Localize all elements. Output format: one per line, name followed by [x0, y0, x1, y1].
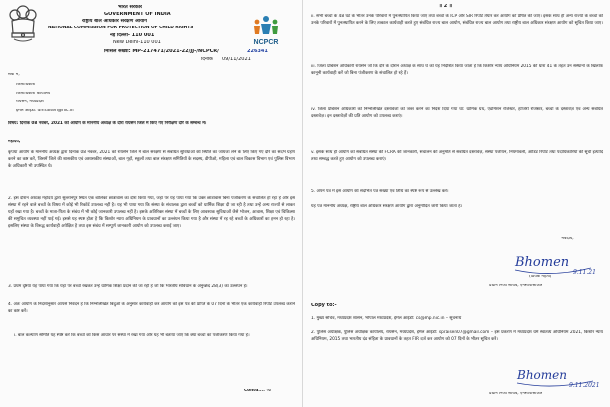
paragraph-3: 3. प्रथम दृष्टया यह पाया गया कि यहाँ पर बच्चों रखकर उन्हें धार्मिक शिक्षा प्रदान की जा रही है जो कि भारतीय संविधान के अनुच्छेद 28(3) का उल्लंघन है।: [8, 284, 248, 289]
signatory-title: प्रधान निजी सचिव, एनसीपीसीआर: [489, 284, 543, 288]
subject-line: विषय: दिनांक 08 नवंबर, 2021 को आयोग के माननीय अध्यक्ष के दौरा रायसेन जिले में किए गए निरीक्षण दौरे के सम्बन्ध में।: [8, 121, 207, 126]
signature-2-text: Bhomen: [517, 368, 567, 382]
signature-1-date: 9.11.21: [573, 269, 596, 276]
header-hindi-city: नई दिल्ली- 110 001: [110, 33, 155, 38]
addressee-email: ईमेल आईडी: dmraisen@nic.in: [16, 109, 74, 113]
signature-2: [513, 364, 601, 390]
header-english-city: New Delhi-110 001: [113, 40, 161, 45]
addressee-line-1: जिलाधिकारी: [16, 83, 36, 87]
header-hindi-govt: भारत सरकार: [118, 5, 143, 10]
paragraph-4: 4. अतः आयोग के निर्देशानुसार आपसे निवेदन है कि निम्नलिखित बिंदुओं के अनुसार कार्यवाही कर आयोग को इस पत्र की प्राप्ति के 07 दिनों के भीतर एक कार्यवाही रिपोर्ट उपलब्ध कराने का कष्ट करें।: [8, 302, 295, 314]
national-emblem: [6, 3, 40, 43]
list-item-i: i. बाल कल्याण समिति यह स्पष्ट करें कि बच्चों को किस आधार पर संस्था में रखा गया और यह भी बताया जाए कि क्या बच्चों का पंजीकरण किया गया है।: [14, 333, 250, 338]
logo-text: NCPCR: [253, 39, 279, 46]
signature-1: [511, 248, 599, 278]
ncpcr-logo: [239, 10, 293, 48]
addressee-line-2: जिलाधिकारी कार्यालय: [16, 92, 51, 96]
signatory-title-2: प्रधान निजी सचिव, एनसीपीसीआर: [489, 392, 543, 396]
yours-faithfully: भवदीय,: [561, 237, 574, 241]
salutation: महोदय,: [8, 140, 21, 144]
date-label: दिनांक: [201, 57, 213, 62]
signature-1-text: Bhomen: [515, 255, 570, 270]
letter-page-1: [0, 0, 303, 407]
list-item-iii: iii. जिला प्रोबेशन अधिकारी रायसेन जो कि दौरे के दौरान अध्यक्ष के साथ थे को यह निर्देशित किया जाता है कि किशोर न्याय अधिनियम 2015 की धारा 41 के तहत उन संस्थानों के खिलाफ कानूनी कार्यवाही करें जो बिना पंजीकरण के संचालित हो रहे हैं।: [311, 64, 603, 76]
letter-page-2: [303, 0, 610, 407]
header-english-commission: NATIONAL COMMISSION FOR PROTECTION OF CHILD RIGHTS: [48, 26, 194, 30]
signatory-name: (प्रियंक मेहता): [529, 275, 552, 279]
paragraph-1: कृपया आयोग के माननीय अध्यक्ष द्वारा दिनांक 08 नवंबर, 2021 को रायसेन जिले में बाल संरक्षण से संबंधित सुविधाओं की स्थिति का जायजा लेने के लिए किए गए दौरे का संदर्भ ग्रहण करने का कष्ट करें, जिसमें जिले की शासकीय एवं अशासकीय संस्थाओं, बाल गृहों, स्कूलों तथा बाल संरक्षण समितियों के सदस्य, डीपीओ, महिला एवं बाल विकास विभाग एवं पुलिस विभाग के अधिकारी भी उपस्थित थे।: [8, 150, 295, 169]
to-label: सेवा में,: [8, 73, 20, 77]
page-number: ॥ 2 ॥: [439, 4, 452, 9]
paragraph-5: 5. अपने पत्र में इस आयोग की संदर्भित पत्र संख्या एवं तिथि का स्पष्ट रूप से उल्लेख करें।: [311, 189, 449, 194]
list-item-ii: ii. सभी बच्चों के 48 घंटे के भीतर उनके परिवारों में पुनःस्थापित किया जाए तथा बच्चों के ICP और SIR रिपोर्ट तैयार कर आयोग को प्रेषित की जाए। इसके साथ ही अन्य राज्यों के बच्चों को उनके परिवारों में पुनःस्थापित करने के लिए तत्काल कार्यवाही करते हुए संबंधित राज्य बाल आयोग, संबंधित राज्य बाल आयोग तथा राष्ट्रीय बाल अधिकार संरक्षण आयोग को सूचित किया जाए।: [311, 14, 603, 26]
paragraph-2: 2. इस दौरान अध्यक्ष महोदय द्वारा सुल्तानपुर स्थित एक बालिका छात्रावास का दौरा किया गया, जहाँ पर यह पाया गया कि उक्त छात्रावास बिना पंजीकरण के संचालित हो रहा है और इस संस्था में रहने वाले बच्चों के विषय में कोई भी रिकॉर्ड उपलब्ध नहीं है। यह भी पाया गया कि संस्था के संचालक द्वारा बच्चों को धार्मिक शिक्षा दी जा रही है तथा उन्हें अन्य राज्यों से लाकर यहाँ रखा गया है। बच्चों के माता-पिता के संबंध में भी कोई जानकारी उपलब्ध नहीं है। इसके अतिरिक्त संस्था में बच्चों के लिए आवश्यक सुविधाओं जैसे भोजन, आवास, शिक्षा एवं चिकित्सा की समुचित व्यवस्था नहीं पाई गई। इससे यह स्पष्ट होता है कि किशोर न्याय अधिनियम के प्रावधानों का उल्लंघन किया गया है और संस्था में रह रहे बच्चों के अधिकारों का हनन हो रहा है। इसलिए संस्था के विरुद्ध कार्यवाही अपेक्षित है तथा इस संबंध में सम्पूर्ण जानकारी आयोग को उपलब्ध कराई जाए।: [8, 196, 295, 229]
list-item-iv: iv. जिला प्रोबेशन अधिकारी को निम्नलिखित दस्तावेजों को जब्त करने का निर्देश दिया गया था: धार्मिक ग्रंथ, एडमिशन रजिस्टर, हाजिरी रजिस्टर, बच्चों के दस्तावेज़ एवं अन्य संबंधित दस्तावेज़। इन दस्तावेज़ों की प्रति आयोग को उपलब्ध कराएं।: [311, 107, 603, 119]
closing-statement: यह पत्र माननीय अध्यक्ष, राष्ट्रीय बाल अधिकार संरक्षण आयोग द्वारा अनुमोदित जारी किया जाता है।: [311, 204, 463, 209]
date-value: 09/11/2021: [222, 57, 251, 62]
header-hindi-commission: राष्ट्रीय बाल अधिकार संरक्षण आयोग: [82, 19, 148, 24]
file-number-suffix: 226341: [247, 49, 268, 54]
copy-recipient-2: 2. पुलिस अधीक्षक, पुलिस अधीक्षक कार्यालय, रायसेन, मध्यप्रदेश, ईमेल आईडी: spraisen07@gmail.com – इस प्रकरण में मध्यप्रदेश धर्म स्वातंत्र्य अधिनियम 2021, किशोर न्याय अधिनियम, 2015 तथा भारतीय दंड संहिता के प्रावधानों के तहत FIR दर्ज कर आयोग को 07 दिनों के भीतर सूचित करें।: [311, 330, 603, 342]
copy-recipient-1: 1. मुख्य सचिव, मध्यप्रदेश शासन, भोपाल मध्यप्रदेश, ईमेल आईडी: cs@mp.nic.in – सूचनार्थ: [311, 316, 462, 321]
list-item-v: v. इसके साथ ही आयोग को संबंधित संस्था की FCRA की जानकारी, संचालन की अनुमति से संबंधित दस्तावेज़, संस्था पंजीयन, नियमावली, ऑडिट रिपोर्ट तथा पदाधिकारियों की सूची इत्यादि तथ्य सम्बद्ध करते हुए आयोग को उपलब्ध कराएं।: [311, 150, 603, 162]
addressee-line-3: रायसेन, मध्यप्रदेश: [16, 100, 44, 104]
continued-label: Contd.... ½: [244, 389, 271, 393]
file-number: मिसिल संख्या: MP-217471/2021-22/JJ-/NCPCR/: [104, 49, 219, 54]
header-english-govt: GOVERNMENT OF INDIA: [104, 12, 171, 17]
signature-2-date: 9.11.2021: [569, 382, 600, 389]
copy-to-label: Copy to:-: [311, 303, 337, 308]
